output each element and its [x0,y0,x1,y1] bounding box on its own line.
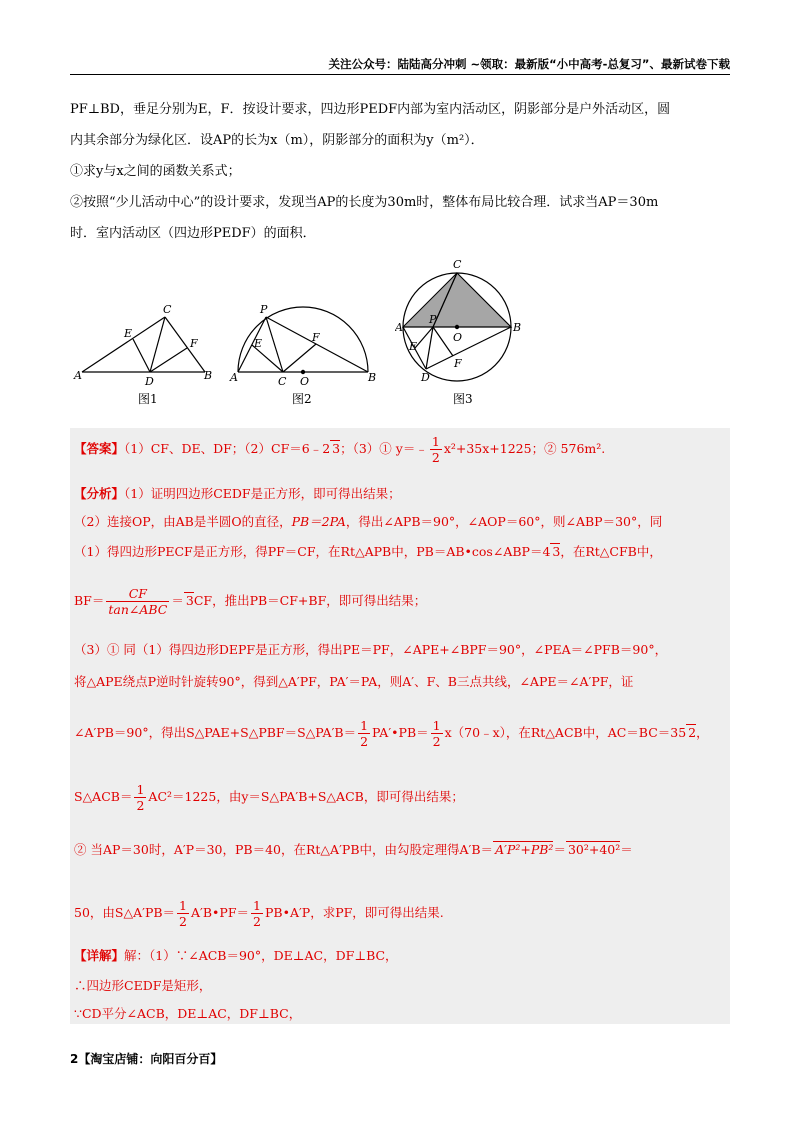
analysis-line [74,782,724,813]
figure-3-caption: 图3 [453,392,473,406]
figure-1-triangle [70,255,220,385]
fraction-numerator: 1 [432,718,441,733]
problem-line: 内其余部分为绿化区．设AP的长为x（m），阴影部分的面积为y（m²）． [70,133,484,148]
detail-line [74,976,724,994]
fraction [251,898,263,929]
analysis-text: ② 当AP＝30时，A′P＝30，PB＝40，在Rt△A′PB中，由勾股定理得A′B＝ [74,842,494,857]
answer-line [74,434,724,465]
problem-text [70,94,730,249]
answer-tag: 【答案】 [74,441,125,456]
fraction-denominator: 2 [432,734,441,749]
fraction [134,782,146,813]
analysis-text: PB•A′P，求PF，即可得出结果. [264,905,444,920]
analysis-line [74,640,724,658]
svg-text:P: P [260,303,268,316]
sqrt-expression: 3 [185,593,194,608]
svg-text:A: A [74,369,82,382]
svg-text:C: C [163,303,172,316]
figure-2-caption: 图2 [292,392,312,406]
fraction-numerator: CF [106,586,169,602]
svg-text:B: B [204,369,213,382]
analysis-text: ∠A′PB＝90°，得出S△PAE+S△PBF＝S△PA′B＝ [74,725,357,740]
fraction [358,718,370,749]
analysis-line [74,672,724,690]
detail-tag: 【详解】 [74,948,125,963]
analysis-text: ， [696,725,709,740]
svg-text:O: O [453,331,463,344]
fraction-denominator: 2 [136,798,145,813]
analysis-text: （1）得四边形PECF是正方形，得PF＝CF，在Rt△APB中，PB＝AB•cos∠ABP＝4 [74,544,551,559]
page-footer: 2【淘宝店铺：向阳百分百】 [70,1052,223,1066]
analysis-line [74,718,724,749]
svg-text:A: A [230,371,238,384]
analysis-text: CF，推出PB＝CF+BF，即可得出结果； [193,593,427,608]
fraction-numerator: 1 [360,718,369,733]
analysis-line [74,586,724,617]
analysis-text: （3）① 同（1）得四边形DEPF是正方形，得出PE＝PF，∠APE+∠BPF＝90°，∠PEA＝∠PFB＝90°， [74,642,668,657]
sqrt-expression: 3 [552,544,561,559]
svg-text:E: E [409,340,418,353]
analysis-text: 50，由S△A′PB＝ [74,905,176,920]
figure-1-caption: 图1 [138,392,158,406]
fraction [431,718,443,749]
analysis-tag: 【分析】 [74,486,125,501]
analysis-line [74,484,724,502]
analysis-text: x（70﹣x），在Rt△ACB中，AC＝BC＝35 [444,725,687,740]
analysis-text: AC²＝1225，由y＝S△PA′B+S△ACB，即可得出结果； [148,789,464,804]
svg-text:F: F [454,357,462,370]
fraction-denominator: tan∠ABC [108,602,168,617]
analysis-text: S△ACB＝ [74,789,133,804]
answer-text: ；（3）① y＝﹣ [340,441,428,456]
sqrt-expression: 3 [332,441,341,456]
page-header: 关注公众号：陆陆高分冲刺 ~领取：最新版“小中高考-总复习”、最新试卷下载 [70,56,730,75]
analysis-text: A′B•PF＝ [191,905,250,920]
problem-line: ②按照“少儿活动中心”的设计要求，发现当AP的长度为30m时，整体布局比较合理．试求当AP＝30m [70,195,659,210]
problem-line: ①求y与x之间的函数关系式； [70,164,241,179]
svg-text:D: D [145,375,154,385]
svg-text:C: C [453,258,462,271]
analysis-text: （2）连接OP，由AB是半圆O的直径， [74,514,292,529]
svg-text:E: E [124,327,133,340]
problem-line: 时．室内活动区（四边形PEDF）的面积． [70,226,316,241]
detail-text: 解：（1）∵∠ACB＝90°，DE⊥AC，DF⊥BC， [124,948,398,963]
detail-text: ∴四边形CEDF是矩形， [74,978,212,993]
svg-text:P: P [429,313,437,326]
svg-text:B: B [368,371,377,384]
figure-3-circle [395,255,535,395]
detail-line [74,946,724,964]
svg-text:A: A [395,321,403,334]
analysis-text: ，得出∠APB＝90°，∠AOP＝60°，则∠ABP＝30°，同 [345,514,663,529]
fraction-denominator: 2 [360,734,369,749]
svg-text:F: F [190,337,198,350]
sqrt-expression: A′P²+PB² [495,842,554,857]
svg-text:D: D [421,371,430,384]
svg-text:F: F [312,331,320,344]
figures-row [70,255,730,415]
figure-2-semicircle [228,255,378,385]
analysis-line [74,512,724,530]
analysis-text: PA′•PB＝ [372,725,429,740]
answer-text: x²+35x+1225；② 576m². [443,441,606,456]
analysis-line [74,542,724,560]
fraction [177,898,189,929]
analysis-text: （1）证明四边形CEDF是正方形，即可得出结果； [124,486,401,501]
fraction-numerator: 1 [431,434,440,449]
fraction-denominator: 2 [253,914,261,929]
fraction-denominator: 2 [431,450,440,465]
svg-text:C: C [278,375,287,385]
analysis-text: ＝ [553,842,566,857]
analysis-text: BF＝ [74,593,105,608]
detail-text: ∵CD平分∠ACB，DE⊥AC，DF⊥BC， [74,1006,302,1021]
svg-text:O: O [300,375,310,385]
fraction-numerator: 1 [179,898,187,913]
fraction [430,434,442,465]
answer-text: （1）CF、DE、DF；（2）CF＝6﹣2 [124,441,331,456]
answer-block [70,428,730,1024]
sqrt-expression: 30²+40² [567,842,621,857]
sqrt-expression: 2 [688,725,697,740]
svg-text:E: E [254,337,263,350]
analysis-text: 将△APE绕点P逆时针旋转90°，得到△A′PF，PA′＝PA，则A′、F、B三点共线，∠APE＝∠A′PF，证 [74,674,634,689]
detail-line [74,1004,724,1022]
fraction-numerator: 1 [136,782,145,797]
analysis-text: ＝ [620,842,633,857]
analysis-line [74,840,724,858]
analysis-line [74,898,724,929]
svg-text:B: B [513,321,522,334]
analysis-text: ，在Rt△CFB中， [560,544,662,559]
fraction-numerator: 1 [253,898,261,913]
fraction [106,586,169,617]
analysis-text: ＝ [171,593,184,608]
arc-equation: PB＝2PA [291,514,346,529]
fraction-denominator: 2 [179,914,187,929]
problem-line: PF⊥BD，垂足分别为E，F．按设计要求，四边形PEDF内部为室内活动区，阴影部分是户外活动区，圆 [70,102,671,117]
